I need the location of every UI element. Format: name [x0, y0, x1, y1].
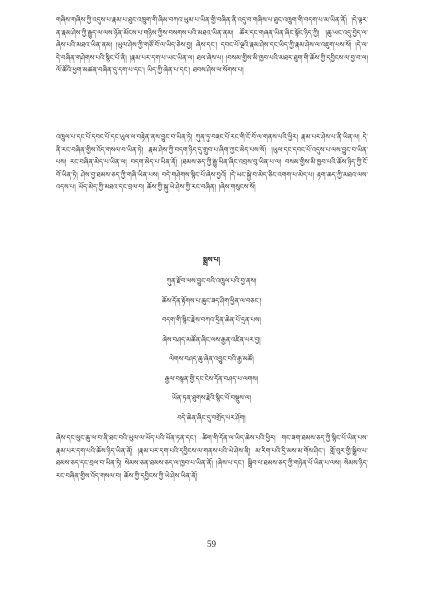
verse-line: ཀུན་རྫོབ་ལས་བྱུང་བའི་འཁྲུལ་པའི་བྱ་ནས། [166, 277, 257, 285]
verse-heading: སྨྲས་པ། [203, 255, 220, 264]
verse-block [0, 272, 423, 428]
verse-line: བདེ་ཆེན་ཞིང་དུ་བགྲོད་པར་ཤོག། [177, 413, 246, 422]
body-paragraph: ཞེས་དང་ལུང་ཆུ་ལ་བ་ནི་ཐང་བའི་ཡུལ་ལ་ཡོད་པའི་ཡོན་ཏན་དང་། ཚིག་གི་དོན་ལ་ཡིད་ཆེས་པའི་ཕྱིར། གང་ཟག་ཐམས་ཅད་ཀྱི་སྙིང་པོ་ཡིན་པས་རྣམ་པར་དག་པའི་ཆོས་ཉིད་ཡིན་ནོ། །རྣམ་པར་དག་པའི་དབྱིངས་ལ་གནས་པའི་ཡེ་ཤེས་ནི། མ་རིག་པའི་དྲི་མས་མ་གོས་ཤིང་། གློ་བུར་གྱི་སྒྲིབ་པ་ཐམས་ཅད་དང་བྲལ་བ་ཡིན་ཏེ། སེམས་ཅན་ཐམས་ཅད་ལ་ཁྱབ་པ་ཡིན་ནོ། །ཞེས་པ་དང་། སྒྲིབ་པ་ཐམས་ཅད་ཀྱི་གཉེན་པོ་ཡིན་པ་ལས། སེམས་ཉིད་རང་བཞིན་གྱིས་འོད་གསལ་བ། ཆོས་ཀྱི་དབྱིངས་ཀྱི་ཡེ་ཤེས་ཡིན་ནོ། [56, 434, 368, 480]
body-paragraph: འཁྲུལ་པ་དང་པོ་དབང་པོ་དང་ཡུལ་ལ་བརྟེན་ནས་བྱུང་བ་ཡིན་ཏེ། ཀུན་ཏུ་བཟང་པོ་རང་གི་ངོ་བོ་ལ་གནས་པའི་ཕྱིར། རྣམ་པར་ཤེས་པ་ནི་ཡིན་ལ། དེ་ནི་རང་བཞིན་གྱིས་འོད་གསལ་བ་ཡིན་ཏེ། རྣམ་ཤེས་ཀྱི་བདག་ཉིད་དུ་གྲུབ་པ་ཞིག་ཀྱང་མེད་པས་སོ། །ཡུལ་དང་དབང་པོ་འདུས་པ་ལས་བྱུང་བ་ཡིན་པས། རང་བཞིན་མེད་པ་ཡིན་ལ། བདག་མེད་པ་ཡིན་ནོ། །ཐམས་ཅད་ཀྱི་རྒྱུ་ཡིན་ཞིང་འབྲས་བུ་ཡིན་པ་ལ། བསམ་གྱིས་མི་ཁྱབ་པའི་ཆོས་ཉིད་ཀྱི་ངོ་བོ་ཡིན་ཏེ། ཤེས་བྱ་ཐམས་ཅད་ཀྱི་གཞི་ཡིན་པས། བདེ་གཤེགས་སྙིང་པོ་ཞེས་བྱའོ། །དེ་ཡང་སྐྱེ་བ་མེད་ཅིང་འགག་པ་མེད་པ། རྟག་ཆད་ཀྱི་མཐའ་ལས་འདས་པ། ཡོད་མེད་ཀྱི་མཐའ་དང་བྲལ་བ། ཆོས་ཀྱི་སྐུ་ཡེ་ཤེས་ཀྱི་རང་བཞིན། །ཞེས་གསུངས་སོ། [56, 133, 368, 192]
verse-line: ཞེས་བཤད་མཚོན་ཞིང་ལས་རྒྱན་འཛིན་པར་བྱ། [162, 335, 261, 344]
verse-line: ཡོན་ཏན་ཐུགས་རྗེའི་སྙིང་པོ་བསྡུས་ལ། [172, 394, 251, 402]
verse-line: ཆོས་དོན་རྟོགས་པ་ཆུང་ཟད་ཤིག་ཕྱིན་ལ་བཅང་། [161, 296, 262, 305]
body-paragraph: གཞིས་གཞིས་ཀྱི་འདུས་པ་རྣམ་པ་ཐུང་འཁྲུག་གི་ཞིམ་བཀའ་ཡུམ་པ་ཡིན་གྱི་བཞིན་ནི་འདུ་བ་གཞིས་པ་ཐུང་འཁྲུག་གི་བདག་པ་མ་ཡིན་ནོ། །དེ་ལྟར་ན་རྣམ་ཤེས་ཀྱི་རྒྱུད་ལ་ལས་ཉོན་མོངས་པ་གཉིས་ཀྱིས་བསགས་པའི་མཐའ་ཡིན་ནམ། ཚོར་དང་གཞན་ཡིན་ཞིང་སྟོང་ཉིད་ཀྱི། །ཆུ་ཡང་འདུ་བྱེད་ལ་ཞེས་པའི་མཐའ་ཡིན་ནམ། །ཡུལ་ཤེས་ཀྱི་གཙོ་བོ་ལ་ཡིད་ཅེས་བྱ། ཞེས་དང་། དབང་པོ་ལྔའི་རྣམ་ཤེས་དང་ཡིད་ཀྱི་རྣམ་ཤེས་ལ་འཇུག་པས་སོ། །དེ་ལ་དེ་བཞིན་གཤེགས་པའི་སྙིང་པོ་ནི། །རྣམ་པར་དག་པ་ཡང་ཡིན་ལ། ཐལ་ཞེས་པ། །བསམ་གྱིས་མི་ཁྱབ་པའི་མཐར་ཐུག་གི་ཆོས་ཀྱི་དབྱིངས་ལ་བྱ་བ་ལ། ལོ་ཚོའི་ཕྱག་མཚན་བཞིན་དུ་དག་པ་དང་། ཡིད་ཀྱི་ཞེན་པ་དང་། ཐབས་ཤེས་ལ་སོགས་པ། [56, 16, 368, 75]
page-number: 59 [207, 539, 216, 549]
verse-line: རྒྱལ་བསྟན་གྱི་དང་ངེས་དོན་བཤད་པ་ལགས། [164, 374, 259, 383]
verse-line: བདག་གི་སྙིང་རྗེས་བཀའ་དྲིན་ཆེན་པོ་དྲན་པས། [162, 316, 261, 324]
verse-line: ལེགས་བཤད་ཆུ་ཞེན་འབྱུང་བའི་རྒྱ་མཚོ། [169, 355, 254, 363]
